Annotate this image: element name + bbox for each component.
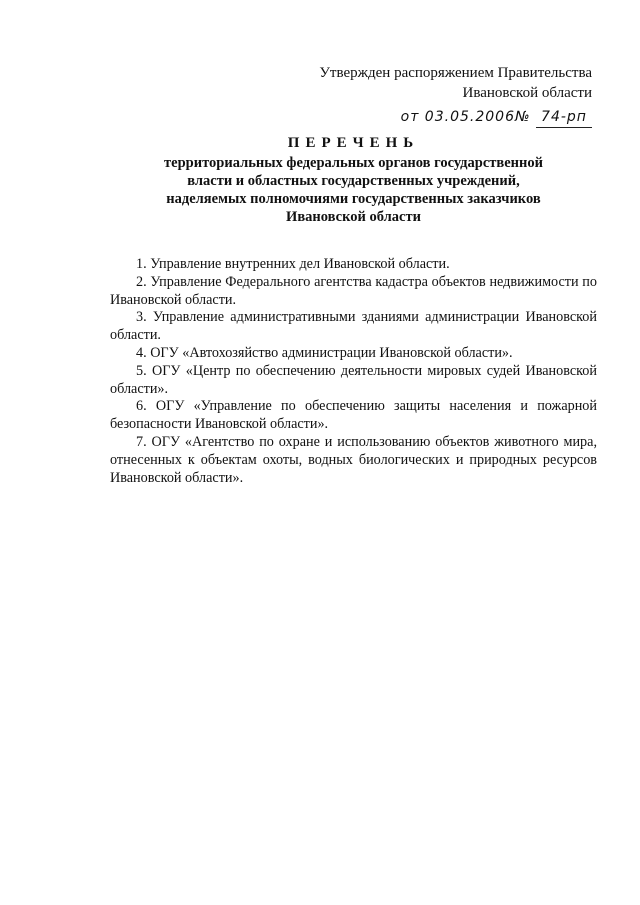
list-item: 2. Управление Федерального агентства кадастра объектов недвижимости по Ивановской области. — [110, 273, 597, 308]
list-item: 3. Управление административными зданиями администрации Ивановской области. — [110, 309, 597, 344]
date-text: от 03.05.2006 — [400, 109, 515, 125]
title-line: территориальных федеральных органов государственной — [164, 155, 543, 171]
list-item: 4. ОГУ «Автохозяйство администрации Ивановской области». — [136, 344, 513, 361]
list-item: 1. Управление внутренних дел Ивановской области. — [136, 256, 450, 272]
title-heading: ПЕРЕЧЕНЬ — [287, 135, 420, 151]
document-title — [110, 134, 597, 226]
document-number: 74-рп — [536, 107, 592, 128]
approval-date — [319, 107, 592, 128]
approval-line-2: Ивановской области — [462, 85, 592, 101]
title-line: Ивановской области — [286, 209, 421, 225]
list-body — [110, 256, 597, 487]
list-item: 6. ОГУ «Управление по обеспечению защиты населения и пожарной безопасности Ивановской области». — [110, 398, 597, 433]
list-item: 7. ОГУ «Агентство по охране и использованию объектов животного мира, отнесенных к объектам охоты, водных биологических и природных ресурсов Ивановской области». — [110, 433, 597, 486]
approval-line-1: Утвержден распоряжением Правительства — [319, 65, 592, 81]
title-line: власти и областных государственных учреждений, — [187, 173, 520, 189]
approval-stamp — [319, 63, 592, 128]
list-item: 5. ОГУ «Центр по обеспечению деятельности мировых судей Ивановской области». — [110, 362, 597, 397]
title-line: наделяемых полномочиями государственных заказчиков — [166, 191, 541, 207]
number-sign: № — [514, 109, 531, 125]
